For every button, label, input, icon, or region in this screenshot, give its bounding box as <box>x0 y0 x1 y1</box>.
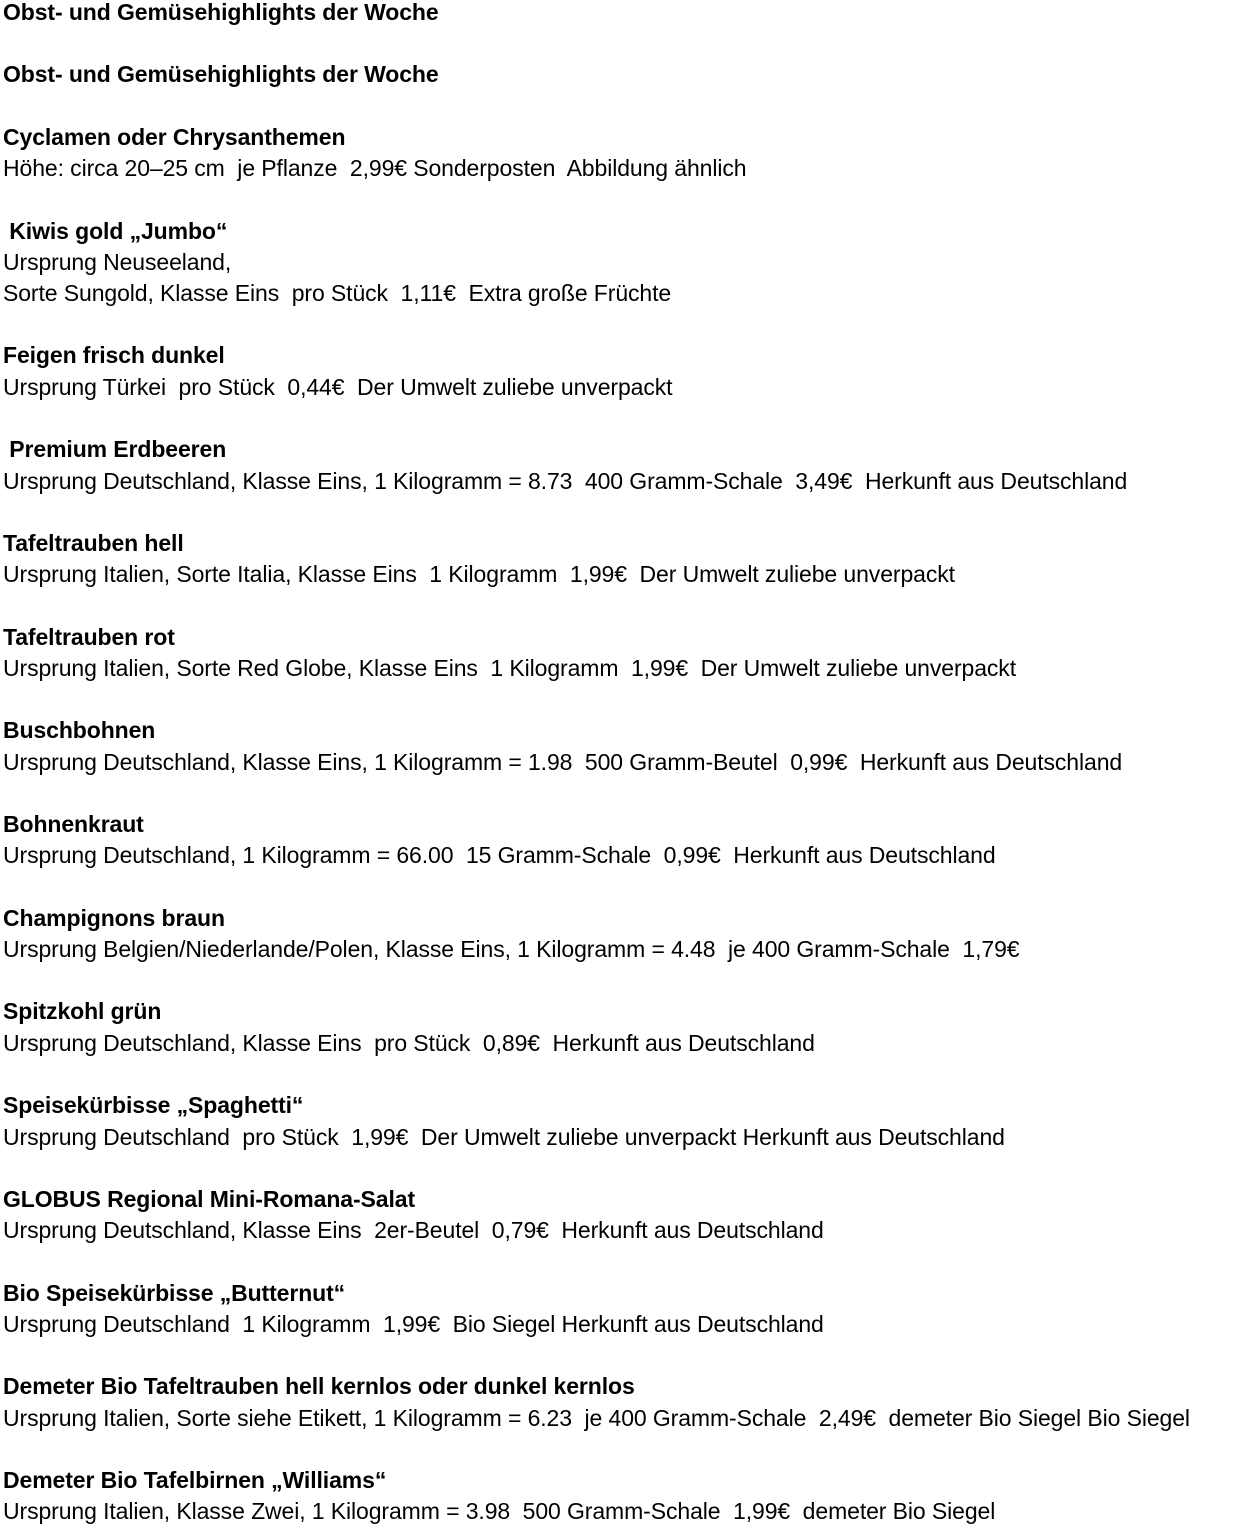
product-name: Spitzkohl grün <box>3 998 162 1024</box>
product-name: Speisekürbisse „Spaghetti“ <box>3 1092 304 1118</box>
product-name: Tafeltrauben hell <box>3 530 184 556</box>
page-title: Obst- und Gemüsehighlights der Woche <box>3 0 439 25</box>
product-description: Ursprung Deutschland pro Stück 1,99€ Der Umwelt zuliebe unverpackt Herkunft aus Deutschland <box>3 1124 1005 1150</box>
product-description: Ursprung Deutschland, 1 Kilogramm = 66.00 15 Gramm-Schale 0,99€ Herkunft aus Deutschland <box>3 842 996 868</box>
product-name: Demeter Bio Tafeltrauben hell kernlos oder dunkel kernlos <box>3 1373 635 1399</box>
product-description: Ursprung Deutschland 1 Kilogramm 1,99€ Bio Siegel Herkunft aus Deutschland <box>3 1311 824 1337</box>
section-title: Obst- und Gemüsehighlights der Woche <box>3 61 439 87</box>
product-description: Ursprung Italien, Klasse Zwei, 1 Kilogramm = 3.98 500 Gramm-Schale 1,99€ demeter Bio Siegel <box>3 1498 996 1524</box>
product-description: Ursprung Deutschland, Klasse Eins pro Stück 0,89€ Herkunft aus Deutschland <box>3 1030 815 1056</box>
product-description: Ursprung Deutschland, Klasse Eins, 1 Kilogramm = 8.73 400 Gramm-Schale 3,49€ Herkunft aus Deutschland <box>3 468 1128 494</box>
product-description: Höhe: circa 20–25 cm je Pflanze 2,99€ Sonderposten Abbildung ähnlich <box>3 155 747 181</box>
product-name: Bio Speisekürbisse „Butternut“ <box>3 1280 346 1306</box>
product-description: Ursprung Neuseeland, <box>3 249 232 275</box>
product-name: Champignons braun <box>3 905 225 931</box>
product-description: Ursprung Italien, Sorte Italia, Klasse Eins 1 Kilogramm 1,99€ Der Umwelt zuliebe unverpackt <box>3 561 955 587</box>
product-name: Bohnenkraut <box>3 811 144 837</box>
product-name: Cyclamen oder Chrysanthemen <box>3 124 346 150</box>
product-name: Feigen frisch dunkel <box>3 342 225 368</box>
product-description: Ursprung Italien, Sorte siehe Etikett, 1 Kilogramm = 6.23 je 400 Gramm-Schale 2,49€ demeter Bio Siegel Bio Siegel <box>3 1405 1190 1431</box>
product-name: Kiwis gold „Jumbo“ <box>3 218 228 244</box>
product-name: Buschbohnen <box>3 717 156 743</box>
product-description: Ursprung Türkei pro Stück 0,44€ Der Umwelt zuliebe unverpackt <box>3 374 673 400</box>
product-description: Ursprung Italien, Sorte Red Globe, Klasse Eins 1 Kilogramm 1,99€ Der Umwelt zuliebe unverpackt <box>3 655 1016 681</box>
product-name: Demeter Bio Tafelbirnen „Williams“ <box>3 1467 387 1493</box>
product-name: Premium Erdbeeren <box>3 436 227 462</box>
product-description: Ursprung Belgien/Niederlande/Polen, Klasse Eins, 1 Kilogramm = 4.48 je 400 Gramm-Schale 1,79€ <box>3 936 1020 962</box>
product-description: Sorte Sungold, Klasse Eins pro Stück 1,11€ Extra große Früchte <box>3 280 672 306</box>
product-description: Ursprung Deutschland, Klasse Eins 2er-Beutel 0,79€ Herkunft aus Deutschland <box>3 1217 824 1243</box>
product-name: GLOBUS Regional Mini-Romana-Salat <box>3 1186 416 1212</box>
product-name: Tafeltrauben rot <box>3 624 175 650</box>
product-description: Ursprung Deutschland, Klasse Eins, 1 Kilogramm = 1.98 500 Gramm-Beutel 0,99€ Herkunft aus Deutschland <box>3 749 1123 775</box>
